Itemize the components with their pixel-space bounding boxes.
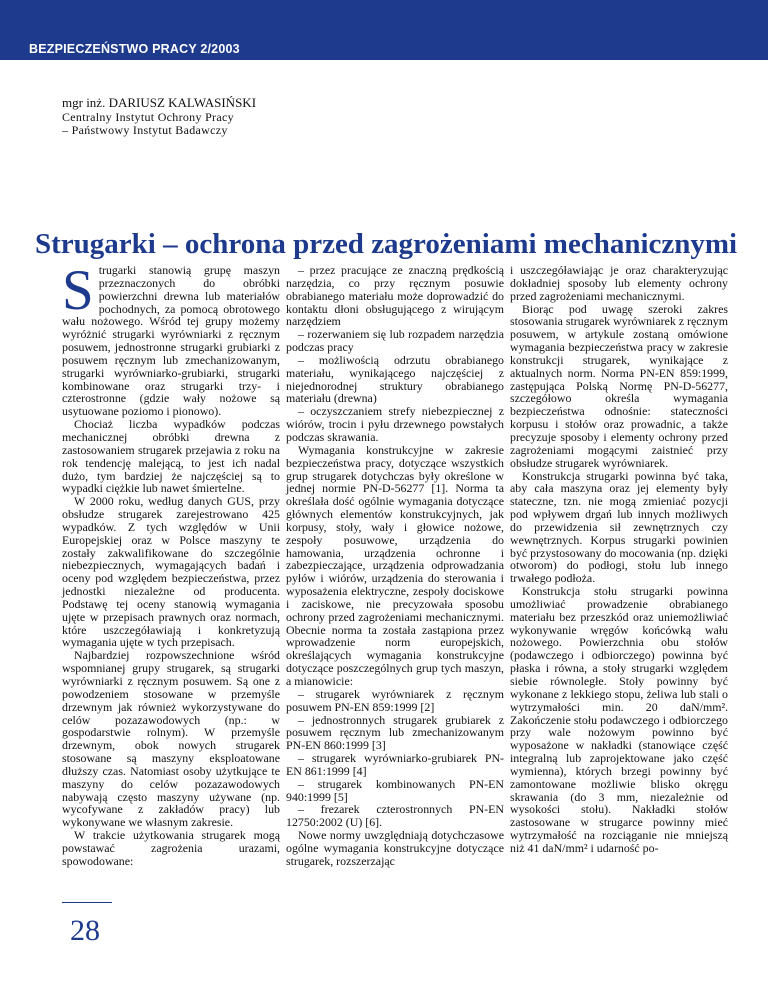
paragraph: Nowe normy uwzględniają dotychczasowe ogólne wymagania konstrukcyjne dotyczące strugarek, rozszerzając: [286, 828, 504, 868]
paragraph: W trakcie użytkowania strugarek mogą powstawać zagrożenia urazami, spowodowane:: [62, 828, 280, 868]
author-name: mgr inż. DARIUSZ KALWASIŃSKI: [62, 95, 257, 110]
text-column-2: [286, 264, 504, 868]
paragraph: Konstrukcja strugarki powinna być taka, aby cała maszyna oraz jej elementy były stateczne, tzn. nie mogą zmieniać pozycji pod wpływem drgań lub innych możliwych do przewidzenia sił zewnętrznych czy wewnętrznych. Korpus strugarki powinien być przystosowany do mocowania (np. dzięki otworom) do podłogi, stołu lub innego trwałego podłoża.: [510, 468, 728, 586]
journal-issue-title: BEZPIECZEŃSTWO PRACY 2/2003: [29, 42, 240, 56]
list-item: – przez pracujące ze znaczną prędkością narzędzia, co przy ręcznym posuwie obrabianego materiału może doprowadzić do kontaktu dłoni obsługującego z wirującym narzędziem: [286, 263, 504, 329]
text-column-1: [62, 259, 280, 868]
paragraph: Wymagania konstrukcyjne w zakresie bezpieczeństwa pracy, dotyczące wszystkich grup strugarek dotychczas były określone w jednej normie PN-D-56277 [1]. Norma ta określała dość ogólnie wymagania dotyczące głównych elementów konstrukcyjnych, jak korpusy, stoły, wały i głowice nożowe, zespoły posuwowe, urządzenia do hamowania, urządzenia ochronne i zabezpieczające, urządzenia odprowadzania pyłów i wiórów, urządzenia do sterowania i wyposażenia elektryczne, zespoły dociskowe i zaciskowe, nie precyzowała sposobu ochrony przed zagrożeniami mechanicznymi. Obecnie norma ta została zastąpiona przez wprowadzenie norm europejskich, określających wymagania konstrukcyjne dotyczące poszczególnych grup tych maszyn, a mianowicie:: [286, 442, 504, 688]
paragraph: Chociaż liczba wypadków podczas mechanicznej obróbki drewna z zastosowaniem strugarek przejawia z roku na rok tendencję malejącą, to jest ich nadal dużo, tym bardziej że najczęściej są to wypadki ciężkie lub nawet śmiertelne.: [62, 417, 280, 496]
paragraph: Biorąc pod uwagę szeroki zakres stosowania strugarek wyrówniarek z ręcznym posuwem, w artykule zostaną omówione wymagania bezpieczeństwa pracy w zakresie konstrukcji strugarek, wynikające z aktualnych norm. Norma PN-EN 859:1999, zastępująca Polską Normę PN-D-56277, szczegółowo określa wymagania bezpieczeństwa odnośnie: stateczności korpusu i stołów oraz prowadnic, a także precyzuje sposoby i elementy ochrony przed zagrożeniami mogącymi zaistnieć przy obsłudze strugarek wyrówniarek.: [510, 301, 728, 470]
paragraph: [62, 259, 280, 419]
paragraph: i uszczegóławiając je oraz charakteryzując dokładniej sposoby lub elementy ochrony przed zagrożeniami mechanicznymi.: [510, 263, 728, 303]
list-item: – frezarek czterostronnych PN-EN 12750:2002 (U) [6].: [286, 802, 504, 830]
list-item: – strugarek wyrówniarko-grubiarek PN-EN 861:1999 [4]: [286, 751, 504, 778]
list-item: – możliwością odrzutu obrabianego materiału, wynikającego najczęściej z niejednorodnej struktury obrabianego materiału (drewna): [286, 352, 504, 406]
list-item: – jednostronnych strugarek grubiarek z posuwem ręcznym lub zmechanizowanym PN-EN 860:1999 [3]: [286, 712, 504, 753]
list-item: – oczyszczaniem strefy niebezpiecznej z wiórów, trocin i pyłu drzewnego powstałych podczas skrawania.: [286, 404, 504, 444]
list-item: – rozerwaniem się lub rozpadem narzędzia podczas pracy: [286, 327, 504, 355]
paragraph-text: trugarki stanowią grupę maszyn przeznaczonych do obróbki powierzchni drewna lub materiałów pochodnych, za pomocą obrotowego wału nożowego. Wśród tej grupy możemy wyróżnić strugarki wyrówniarki z ręcznym posuwem, jednostronne strugarki grubiarki z posuwem ręcznym lub zmechanizowanym, strugarki wyrówniarko-grubiarki, strugarki kombinowane oraz strugarki trzy- i czterostronne (gdzie wały nożowe są usytuowane poziomo i pionowo).: [62, 263, 280, 419]
list-item: – strugarek kombinowanych PN-EN 940:1999 [5]: [286, 776, 504, 804]
author-affiliation-line2: – Państwowy Instytut Badawczy: [62, 123, 228, 137]
drop-cap: S: [62, 259, 94, 322]
journal-header-bar: [0, 0, 768, 60]
paragraph: W 2000 roku, według danych GUS, przy obsłudze strugarek zarejestrowano 425 wypadków. Z tych względów w Unii Europejskiej oraz w Polsce maszyny te zostały zakwalifikowane do szczególnie niebezpiecznych, wymagających badań i oceny pod względem bezpieczeństwa, przez jednostki niezależne od producenta. Podstawę tej oceny stanowią wymagania ujęte w przepisach prawnych oraz normach, które uszczegóławiają i konkretyzują wymagania ujęte w tych przepisach.: [62, 494, 280, 650]
paragraph: Najbardziej rozpowszechnione wśród wspomnianej grupy strugarek, są strugarki wyrówniarki z ręcznym posuwem. Są one z powodzeniem stosowane w przemyśle drzewnym jak również wykorzystywane do celów pozazawodowych (np.: w gospodarstwie rolnym). W przemyśle drzewnym, obok nowych strugarek stosowane są maszyny eksploatowane dłuższy czas. Natomiast osoby użytkujące te maszyny do celów pozazawodowych nabywają często maszyny używane (np. wycofywane z zakładów pracy) lub wykonywane we własnym zakresie.: [62, 648, 280, 830]
article-title: Strugarki – ochrona przed zagrożeniami mechanicznymi: [35, 228, 738, 260]
list-item: – strugarek wyrówniarek z ręcznym posuwem PN-EN 859:1999 [2]: [286, 686, 504, 714]
page-number-rule: [62, 902, 112, 903]
page-number: 28: [70, 914, 100, 947]
paragraph: Konstrukcja stołu strugarki powinna umożliwiać prowadzenie obrabianego materiału bez przeszkód oraz uniemożliwiać wykonywanie wręgów końcówką wału nożowego. Powierzchnia obu stołów (podawczego i odbiorczego) powinna być płaska i równa, a stoły strugarki względem siebie równoległe. Stoły powinny być wykonane z lekkiego stopu, żeliwa lub stali o wytrzymałości min. 20 daN/mm². Zakończenie stołu podawczego i odbiorczego przy wale nożowym powinno być wyposażone w nakładki (stanowiące część integralną lub zaprojektowane jako część wymienna), których brzegi powinny być zamontowane możliwie blisko okręgu skrawania (do 3 mm, niezależnie od wysokości stołu). Nakładki stołów zastosowane w strugarce powinny mieć wytrzymałość na rozciąganie nie mniejszą niż 41 daN/mm² i udarność po-: [510, 584, 728, 855]
text-column-3: [510, 264, 728, 855]
author-affiliation-line1: Centralny Instytut Ochrony Pracy: [62, 110, 234, 124]
